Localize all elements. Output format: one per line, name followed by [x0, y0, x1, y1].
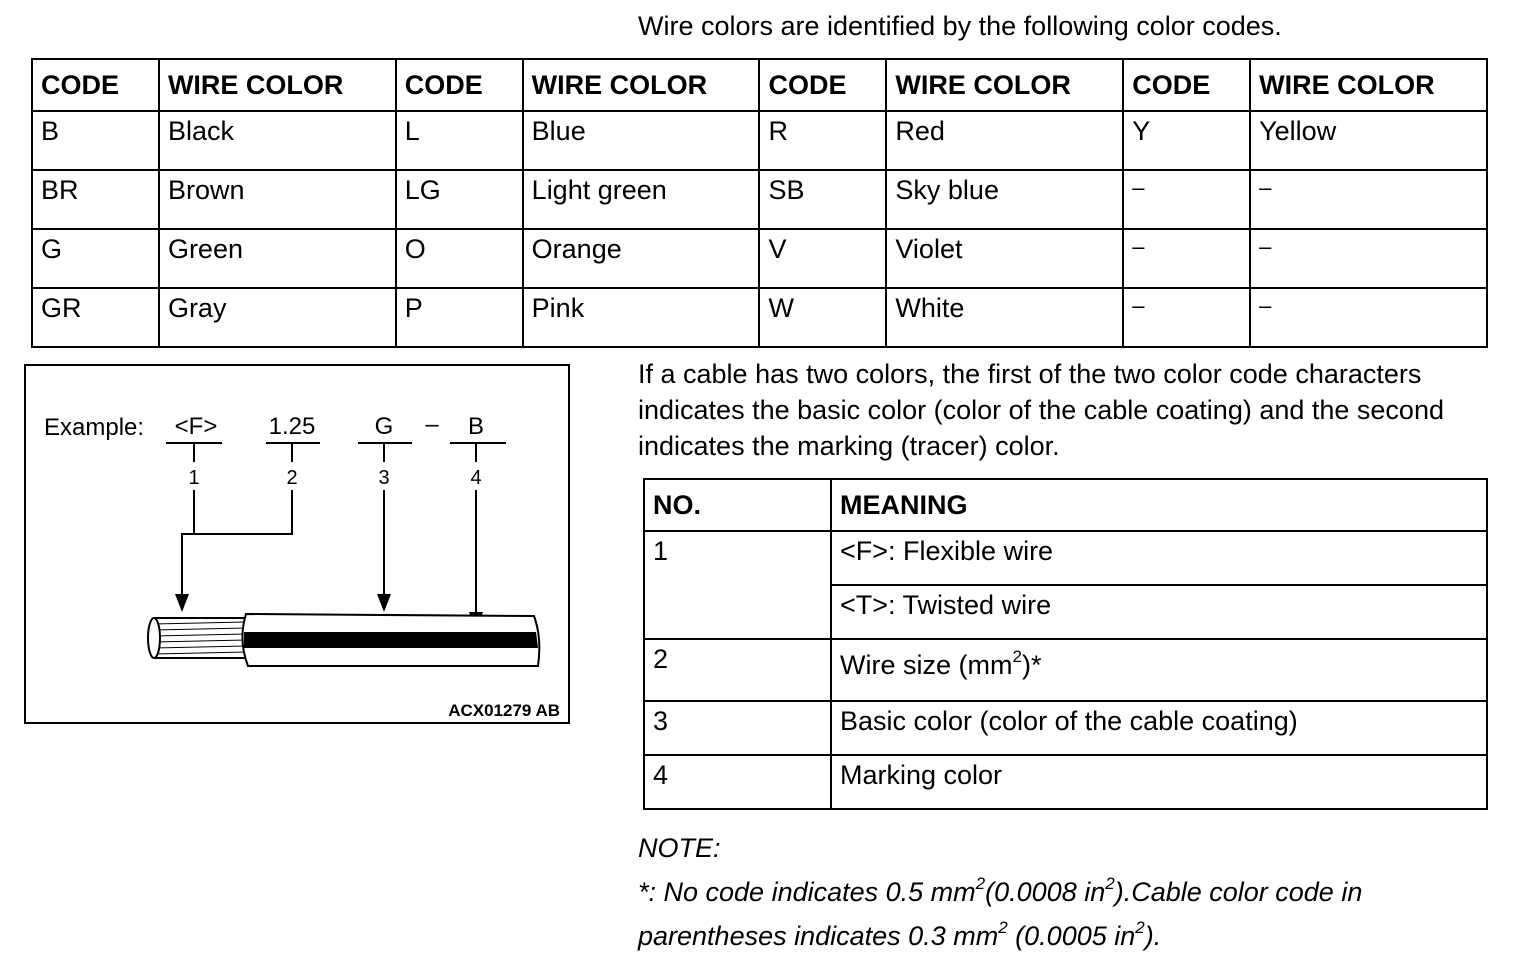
- color-cell: –: [1250, 170, 1487, 229]
- color-cell: Blue: [523, 111, 760, 170]
- meaning-table: [643, 478, 1488, 810]
- table-header-row: [644, 479, 1487, 531]
- color-cell: Sky blue: [886, 170, 1123, 229]
- table-header-row: [32, 59, 1487, 111]
- code-basic-color: G: [374, 413, 394, 440]
- two-color-explanation: If a cable has two colors, the first of the two color code characters indicates the basic color (color of the cable coating) and the second indicates the marking (tracer) color.: [638, 359, 1444, 461]
- color-cell: –: [1250, 288, 1487, 347]
- callout-number-4: 4: [470, 467, 482, 489]
- color-cell: –: [1250, 229, 1487, 288]
- note-block: [638, 826, 1518, 958]
- table-row: [644, 701, 1487, 755]
- color-cell: Orange: [523, 229, 760, 288]
- superscript: 2: [1105, 874, 1115, 893]
- table-row: [644, 755, 1487, 809]
- code-cell: GR: [32, 288, 159, 347]
- figure-ref-id: ACX01279 AB: [448, 701, 560, 720]
- table-row: [32, 229, 1487, 288]
- callout-number-2: 2: [286, 467, 298, 489]
- wire-size-text: Wire size (mm: [840, 650, 1013, 680]
- code-cell: W: [759, 288, 886, 347]
- no-cell: 2: [644, 639, 831, 701]
- table-row: [644, 531, 1487, 585]
- note-text: (0.0005 in: [1007, 921, 1136, 951]
- header-code: CODE: [396, 59, 523, 111]
- code-cell: B: [32, 111, 159, 170]
- note-text: parentheses indicates 0.3 mm: [638, 921, 999, 951]
- header-meaning: MEANING: [831, 479, 1487, 531]
- code-cell: SB: [759, 170, 886, 229]
- code-marking-color: B: [467, 413, 485, 440]
- code-separator: –: [425, 411, 439, 438]
- meaning-cell: <F>: Flexible wire: [831, 531, 1487, 585]
- code-cell: R: [759, 111, 886, 170]
- callout-number-1: 1: [188, 467, 200, 489]
- leader-lines: [182, 444, 476, 616]
- code-cell: –: [1123, 288, 1250, 347]
- superscript: 2: [1135, 918, 1145, 937]
- code-cell: P: [396, 288, 523, 347]
- color-cell: Light green: [523, 170, 760, 229]
- superscript: 2: [975, 874, 986, 893]
- intro-text: Wire colors are identified by the following color codes.: [638, 11, 1282, 41]
- no-cell: 3: [644, 701, 831, 755]
- wire-illustration: [148, 614, 539, 666]
- code-flexible: <F>: [174, 413, 218, 440]
- superscript: 2: [998, 918, 1008, 937]
- color-cell: Pink: [523, 288, 760, 347]
- note-text: ).Cable color code in: [1114, 877, 1363, 907]
- meaning-cell: Basic color (color of the cable coating): [831, 701, 1487, 755]
- code-cell: L: [396, 111, 523, 170]
- color-cell: Brown: [159, 170, 396, 229]
- note-line-1: [638, 870, 1518, 914]
- color-cell: Green: [159, 229, 396, 288]
- code-size: 1.25: [268, 413, 316, 440]
- code-cell: O: [396, 229, 523, 288]
- no-cell: 4: [644, 755, 831, 809]
- code-cell: –: [1123, 229, 1250, 288]
- header-no: NO.: [644, 479, 831, 531]
- note-text: ).: [1144, 921, 1162, 951]
- no-cell: 1: [644, 531, 831, 639]
- meaning-cell: [831, 639, 1487, 701]
- note-text: (0.0008 in: [985, 877, 1106, 907]
- table-row: [644, 639, 1487, 701]
- meaning-cell: <T>: Twisted wire: [831, 585, 1487, 639]
- header-code: CODE: [32, 59, 159, 111]
- code-cell: BR: [32, 170, 159, 229]
- example-label: Example:: [44, 414, 145, 441]
- color-cell: Yellow: [1250, 111, 1487, 170]
- header-wire-color: WIRE COLOR: [886, 59, 1123, 111]
- wire-size-tail: )*: [1021, 650, 1042, 680]
- table-row: [32, 111, 1487, 170]
- color-code-table: [31, 58, 1488, 348]
- table-row: [32, 288, 1487, 347]
- callout-number-3: 3: [378, 467, 390, 489]
- color-cell: Violet: [886, 229, 1123, 288]
- color-cell: Red: [886, 111, 1123, 170]
- note-text: *: No code indicates 0.5 mm: [638, 877, 976, 907]
- color-cell: Gray: [159, 288, 396, 347]
- code-cell: LG: [396, 170, 523, 229]
- code-cell: Y: [1123, 111, 1250, 170]
- meaning-cell: Marking color: [831, 755, 1487, 809]
- header-wire-color: WIRE COLOR: [1250, 59, 1487, 111]
- header-wire-color: WIRE COLOR: [159, 59, 396, 111]
- header-code: CODE: [1123, 59, 1250, 111]
- table-row: [32, 170, 1487, 229]
- wire-diagram: [26, 366, 568, 722]
- code-cell: G: [32, 229, 159, 288]
- color-cell: Black: [159, 111, 396, 170]
- code-cell: V: [759, 229, 886, 288]
- wire-example-figure: [24, 364, 570, 724]
- note-line-2: [638, 914, 1518, 958]
- code-cell: –: [1123, 170, 1250, 229]
- header-code: CODE: [759, 59, 886, 111]
- note-title: NOTE:: [638, 833, 721, 863]
- superscript: 2: [1012, 647, 1022, 666]
- header-wire-color: WIRE COLOR: [523, 59, 760, 111]
- color-cell: White: [886, 288, 1123, 347]
